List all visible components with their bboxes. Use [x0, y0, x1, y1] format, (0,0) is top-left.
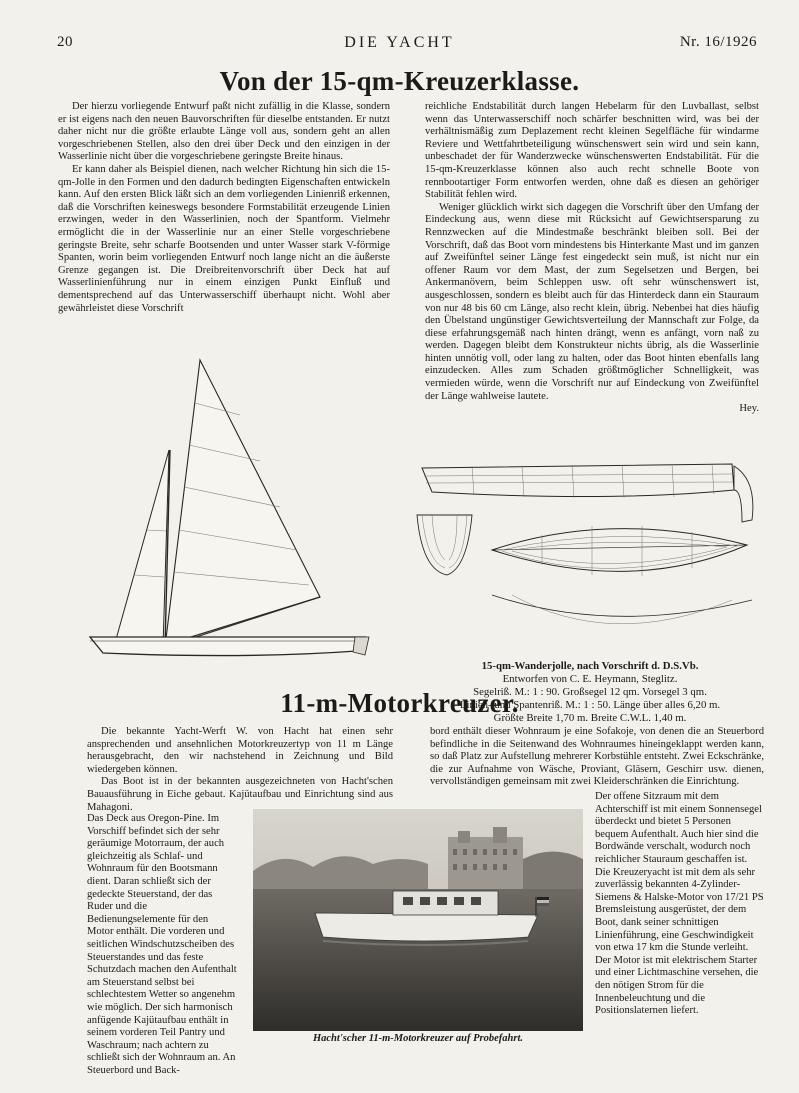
lines-plan-drawing [412, 450, 767, 660]
page-number: 20 [57, 34, 73, 50]
article2-title: 11-m-Motorkreuzer. [280, 688, 519, 718]
paragraph: bord enthält dieser Wohnraum je eine Sofakoje, von denen die an Steuerbord befindliche in die Seitenwand des Wohnraumes hineingeklappt werden kann, so daß Platz zur Aufstellung mehrerer Korbstühle entsteht. Zwei Eckschränke, die zur Aufnahme von Wäsche, Proviant, Gläsern, Geschirr usw. dienen, vervollständigen gemeinsam mit zwei Kleiderschränken die Einrichtung. [430, 726, 764, 788]
article2-intro [87, 726, 393, 814]
author-signature: Hey. [739, 403, 759, 415]
caption-line: 15-qm-Wanderjolle, nach Vorschrift d. D.S.Vb. [481, 660, 699, 672]
issue-number: Nr. 16/1926 [679, 34, 757, 50]
paragraph: Das Deck aus Oregon-Pine. Im Vorschiff befindet sich der sehr geräumige Motorraum, der auch gleichzeitig als Schlaf- und Wohnraum für den Bootsmann dient. Daran schließt sich der gedeckte Steuerstand, der das Ruder und die Bedienungselemente für den Motor enthält. Die vorderen und seitlichen Windschutzscheiben des Steuerstandes und das feste Schutzdach machen den Aufenthalt am Steuerstand selbst bei schlechtestem Wetter so angenehm wie möglich. Der sich harmonisch anfügende Kajütaufbau enthält in seinem vorderen Teil Pantry und Waschraum; nach achtern zu schließt sich der Wohnraum an. An Steuerbord und Back- [87, 813, 237, 1076]
article1-right-column [425, 101, 759, 416]
caption-line: Entworfen von C. E. Heymann, Steglitz. [502, 673, 678, 685]
paragraph: reichliche Endstabilität durch langen Hebelarm für den Luvballast, selbst wenn das Unterwasserschiff noch schärfer beschnitten wird, was bei der verhältnismäßig zum Deplazement recht kleinen Segelfläche für windarme Reviere und Wettfahrtbeteiligung wünschenswert sein wird und sein kann, unbeschadet der für Wanderzwecke wünschenswerten Endstabilität. Für die 15-qm-Kreuzerklasse können also auch recht schnelle Boote von rennbootartiger Form entworfen werden, ohne daß es diesen an gehöriger Stabilität fehlen wird. [425, 101, 759, 201]
paragraph: Er kann daher als Beispiel dienen, nach welcher Richtung hin sich die 15-qm-Jolle in den Formen und den dadurch bedingten Eigenschaften entwickeln kann. Auf den ersten Blick läßt sich an dem vorliegenden Linienriß erkennen, daß die Vorschriften keineswegs besondere Formstabilität erzeugende Linien erzwingen, weder in den Wasserlinien, noch der Spantform. Vielmehr ermöglicht die in der Wasserlinie nur an einer Stelle vorgeschriebene geringste Breite, sehr scharfe Bootsenden und unter Wasser stark V-förmige Spanten, worin beim vorliegenden Entwurf noch lange nicht an die äußerste Grenze gegangen ist. Die Dreibreitenvorschrift über Deck hat auf Wasserlinienführung nur in einem einzigen Punkt Einfluß und dementsprechend auf das Unterwasserschiff überhaupt nicht. Wohl aber gewährleistet diese Vorschrift [58, 163, 390, 314]
paragraph: Die bekannte Yacht-Werft W. von Hacht hat einen sehr ansprechenden und ansehnlichen Motorkreuzertyp von 11 m Länge herausgebracht, den wir nachstehend in Zeichnung und Bild wiedergeben können. [87, 726, 393, 775]
paragraph: Der offene Sitzraum mit dem Achterschiff ist mit einem Sonnensegel überdeckt und bietet 5 Personen bequem Aufenthalt. Auch hier sind die Bordwände verschalt, wodurch noch reichlicher Stauraum geschaffen ist. Die Kreuzeryacht ist mit dem als sehr zuverlässig bekannten 4-Zylinder-Siemens & Halske-Motor von 17/21 PS Bremsleistung ausgerüstet, der dem Boot, dank seiner schnittigen Linienführung, eine Geschwindigkeit von etwa 17 km die Stunde verleiht. Der Motor ist mit elektrischem Starter und einer Lichtmaschine versehen, die den nötigen Strom für die Innenbeleuchtung und die Positionslaternen liefert. [595, 791, 764, 1017]
paragraph: Das Boot ist in der bekannten ausgezeichneten von Hacht'schen Bauausführung in Eiche gebaut. Kajütaufbau und Einrichtung sind aus Mahagoni. [87, 776, 393, 813]
paragraph: Weniger glücklich wirkt sich dagegen die Vorschrift über den Umfang der Eindeckung aus, wenn diese mit Rücksicht auf Gewichtsersparung zu Rennzwecken auf die Mindestmaße beschränkt bleiben soll. Bei der Vorschrift, daß das Boot vorn mindestens bis Hinterkante Mast und im ganzen auf Zweifünftel seiner Länge fest eingedeckt sein muß, ist nicht nur ein offener Raum vor dem Mast, der zum Segelsetzen und Bergen, bei Ankermanövern, beim Schleppen usw. oft sehr wünschenswert ist, ausgeschlossen, sondern es bleibt auch für das Hinterdeck dann ein Stauraum von nur 48 bis 60 cm Länge, also recht klein, übrig. Nebenbei hat dies häufig den Übelstand ungünstiger Gewichtsverteilung der Mannschaft zur Folge, da diese erfahrungsgemäß nach hinten drängt, wenn es anfängt, vorn naß zu werden. Dagegen bleibt dem Konstrukteur nichts übrig, als die Wasserlinie hinten unnötig voll, oder lang zu halten, oder das Boot hinten ebenfalls lang einzudecken. Alles zum Schaden größtmöglicher Schnelligkeit, was vermieden würde, wenn die Vorschrift nur auf Eindeckung von Zweifünftel der Länge wahlweise lautete. [425, 201, 759, 402]
article2-right-wide-column [430, 726, 764, 789]
sail-plan-drawing [85, 355, 385, 660]
article2-right-narrow-column [595, 791, 765, 1018]
caption-line: Linien- und Spantenriß. M.: 1 : 50. Länge über alles 6,20 m. [459, 699, 721, 711]
caption-line: Größte Breite 1,70 m. Breite C.W.L. 1,40 m. [493, 712, 687, 724]
article2-left-narrow-column [87, 813, 237, 1077]
caption-line: Segelriß. M.: 1 : 90. Großsegel 12 qm. Vorsegel 3 qm. [473, 686, 707, 698]
motor-cruiser-photo [253, 809, 583, 1031]
article1-title: Von der 15-qm-Kreuzerklasse. [219, 66, 580, 96]
article1-left-column [58, 101, 390, 315]
photo-caption: Hacht'scher 11-m-Motorkreuzer auf Probefahrt. [312, 1033, 523, 1044]
paragraph: Der hierzu vorliegende Entwurf paßt nicht zufällig in die Klasse, sondern er ist eigens nach den neuen Bauvorschriften für dieselbe entstanden. Er nutzt daher nicht nur die größte erlaubte Länge voll aus, sondern geht an allen vorgeschriebenen Stellen, also den drei über Deck und den einzigen in der Wasserlinie nicht über die vorgeschriebene geringste Breite hinaus. [58, 101, 390, 163]
magazine-title: DIE YACHT [344, 34, 455, 51]
